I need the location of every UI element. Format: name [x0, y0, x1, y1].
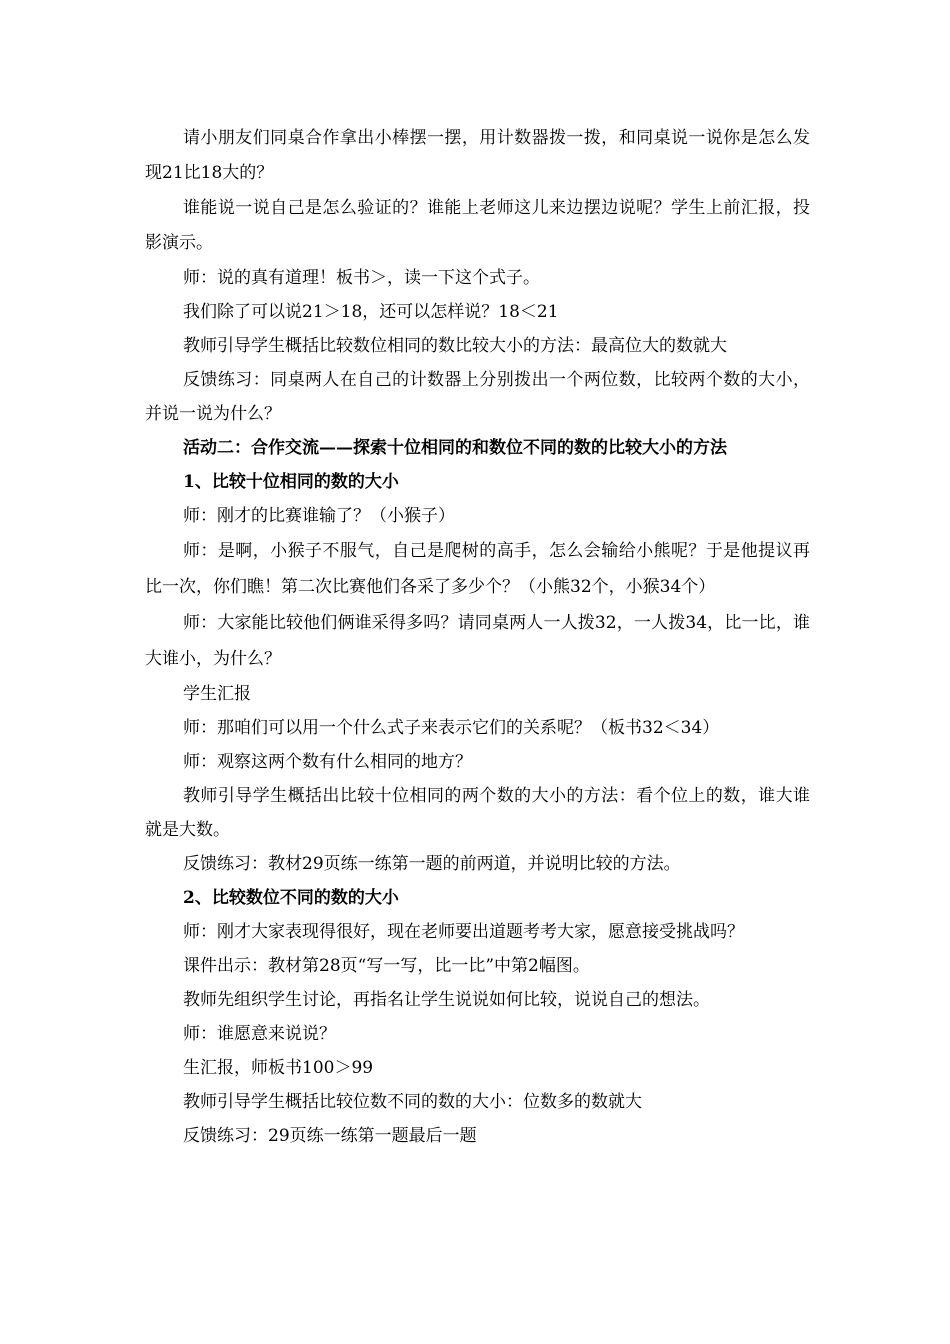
paragraph: 我们除了可以说21＞18，还可以怎样说？18＜21 — [183, 302, 559, 322]
paragraph: 师：说的真有道理！板书＞，读一下这个式子。 — [183, 268, 540, 288]
document-body — [145, 121, 810, 1153]
paragraph: 师：刚才的比赛谁输了？（小猴子） — [183, 506, 455, 526]
paragraph: 学生汇报 — [183, 684, 251, 704]
paragraph: 师：是啊，小猴子不服气，自己是爬树的高手，怎么会输给小熊呢？于是他提议再比一次，你们瞧！第二次比赛他们各采了多少个？（小熊32个，小猴34个） — [145, 541, 810, 597]
section-heading: 活动二：合作交流——探索十位相同的和数位不同的数的比较大小的方法 — [183, 438, 727, 458]
paragraph: 教师引导学生概括出比较十位相同的两个数的大小的方法：看个位上的数，谁大谁就是大数。 — [145, 786, 810, 840]
paragraph: 师：谁愿意来说说？ — [183, 1024, 336, 1044]
paragraph: 谁能说一说自己是怎么验证的？谁能上老师这儿来边摆边说呢？学生上前汇报，投影演示。 — [145, 198, 810, 253]
subsection-heading: 1、比较十位相同的数的大小 — [183, 472, 399, 492]
paragraph: 教师引导学生概括比较数位相同的数比较大小的方法：最高位大的数就大 — [183, 336, 727, 356]
paragraph: 教师引导学生概括比较位数不同的数的大小：位数多的数就大 — [183, 1092, 642, 1112]
paragraph: 反馈练习：同桌两人在自己的计数器上分别拨出一个两位数，比较两个数的大小，并说一说为什么？ — [145, 370, 810, 424]
subsection-heading: 2、比较数位不同的数的大小 — [183, 888, 399, 908]
paragraph: 生汇报，师板书100＞99 — [183, 1058, 374, 1078]
paragraph: 反馈练习：29页练一练第一题最后一题 — [183, 1126, 477, 1146]
paragraph: 师：刚才大家表现得很好，现在老师要出道题考考大家，愿意接受挑战吗？ — [183, 922, 744, 942]
paragraph: 反馈练习：教材29页练一练第一题的前两道，并说明比较的方法。 — [183, 854, 681, 874]
paragraph: 课件出示：教材第28页“写一写，比一比”中第2幅图。 — [183, 956, 590, 976]
paragraph: 教师先组织学生讨论，再指名让学生说说如何比较，说说自己的想法。 — [183, 990, 710, 1010]
paragraph: 请小朋友们同桌合作拿出小棒摆一摆，用计数器拨一拨，和同桌说一说你是怎么发现21比18大的？ — [145, 128, 810, 183]
paragraph: 师：那咱们可以用一个什么式子来表示它们的关系呢？（板书32＜34） — [183, 718, 720, 738]
paragraph: 师：观察这两个数有什么相同的地方？ — [183, 752, 472, 772]
paragraph: 师：大家能比较他们俩谁采得多吗？请同桌两人一人拨32，一人拨34，比一比，谁大谁小，为什么？ — [145, 613, 810, 669]
